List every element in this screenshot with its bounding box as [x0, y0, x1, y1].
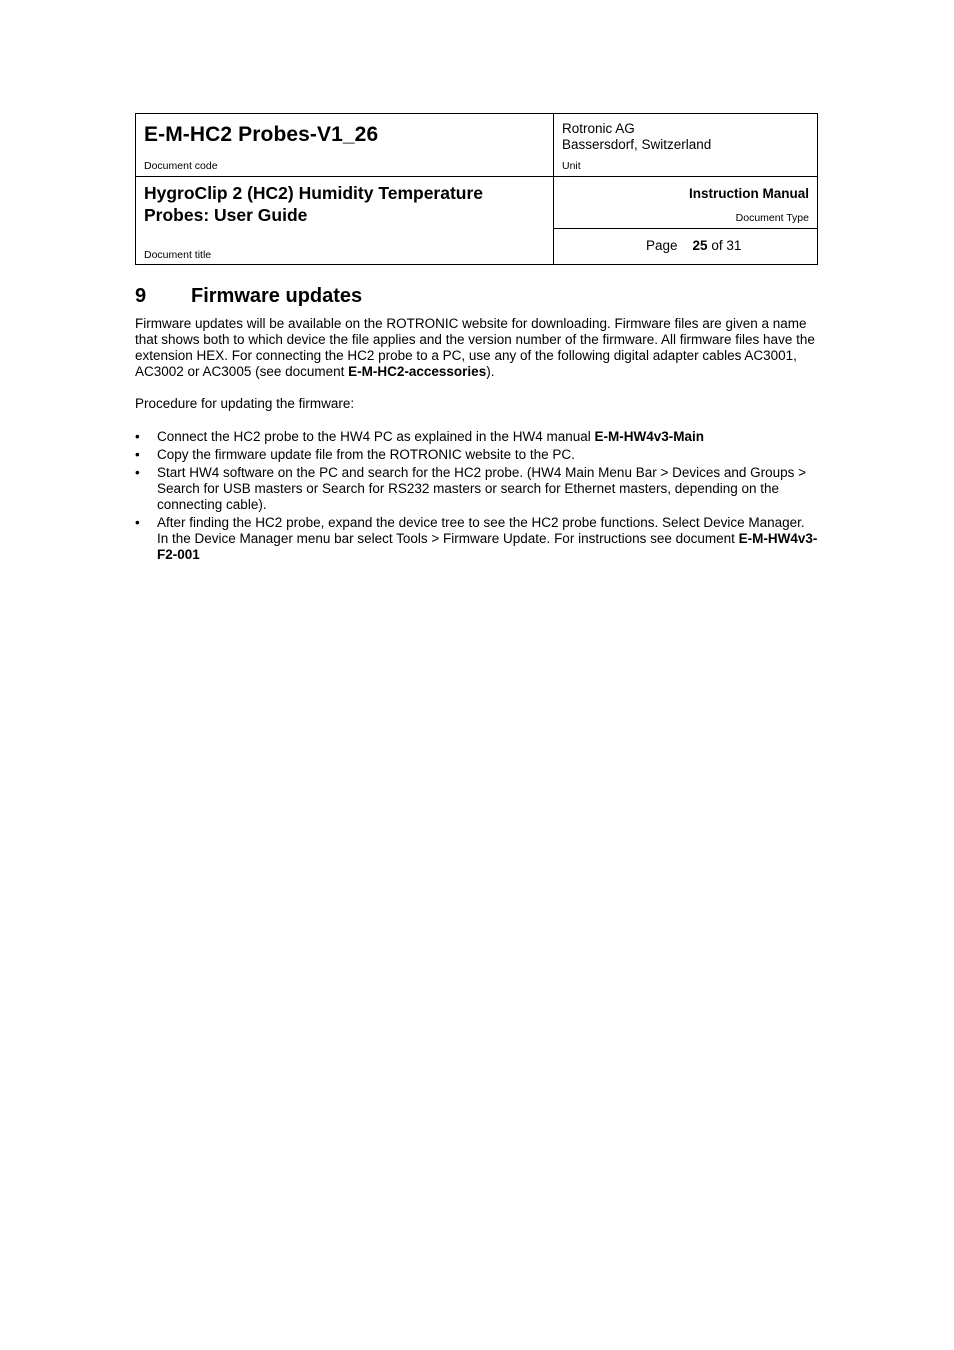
main-manual-reference: E-M-HW4v3-Main	[594, 429, 704, 444]
bullet-icon: •	[135, 429, 140, 444]
document-code-label: Document code	[144, 160, 218, 172]
unit-company: Rotronic AG	[562, 121, 635, 136]
document-code: E-M-HC2 Probes-V1_26	[144, 123, 379, 146]
list-item-text: After finding the HC2 probe, expand the device tree to see the HC2 probe functions. Select Device Manager. In the Device Manager menu bar select Tools > Firmware Update. For instructions see document	[157, 515, 805, 546]
intro-text: Firmware updates will be available on the ROTRONIC website for downloading. Firmware files are given a name that shows both to which device the file applies and the version number of the firmware. All firmware files have the extension HEX. For connecting the HC2 probe to a PC, use any of the following digital adapter cables AC3001, AC3002 or AC3005 (see document	[135, 316, 815, 379]
firmware-doc-reference: E-M-HW4v3-F2-001	[157, 531, 818, 562]
document-title-label: Document title	[144, 249, 212, 261]
section-number: 9	[135, 285, 147, 307]
page-indicator	[646, 238, 741, 253]
document-type-label: Document Type	[735, 212, 809, 224]
document-header-table	[135, 113, 818, 265]
list-item-text: Start HW4 software on the PC and search for the HC2 probe. (HW4 Main Menu Bar > Devices and Groups > Search for USB masters or Search for RS232 masters or search for Ethernet masters, depending on the connecting cable).	[157, 465, 807, 512]
document-type: Instruction Manual	[688, 186, 809, 201]
page-number: 25	[692, 238, 708, 253]
bullet-icon: •	[135, 447, 140, 462]
list-item	[135, 515, 819, 563]
document-type-cell	[554, 177, 817, 229]
document-code-cell	[136, 114, 554, 177]
procedure-list	[135, 429, 819, 565]
bullet-icon: •	[135, 465, 140, 480]
section-title: Firmware updates	[191, 285, 363, 307]
page-label: Page	[646, 238, 678, 253]
list-item-text: Copy the firmware update file from the ROTRONIC website to the PC.	[157, 447, 575, 462]
unit-location: Bassersdorf, Switzerland	[562, 137, 712, 152]
intro-paragraph	[135, 316, 819, 380]
accessories-reference: E-M-HC2-accessories	[348, 364, 487, 379]
list-item-text: Connect the HC2 probe to the HW4 PC as explained in the HW4 manual	[157, 429, 595, 444]
section-heading	[135, 285, 362, 308]
list-item	[135, 447, 819, 463]
page-number-cell	[554, 229, 817, 264]
unit-cell	[554, 114, 817, 177]
page-total: of 31	[711, 238, 742, 253]
list-item	[135, 429, 819, 445]
unit-label: Unit	[562, 160, 581, 172]
procedure-heading: Procedure for updating the firmware:	[135, 396, 355, 411]
document-title: HygroClip 2 (HC2) Humidity Temperature Probes: User Guide	[144, 183, 484, 225]
list-item	[135, 465, 819, 513]
bullet-icon: •	[135, 515, 140, 530]
intro-end: ).	[486, 364, 495, 379]
document-title-cell	[136, 177, 554, 264]
